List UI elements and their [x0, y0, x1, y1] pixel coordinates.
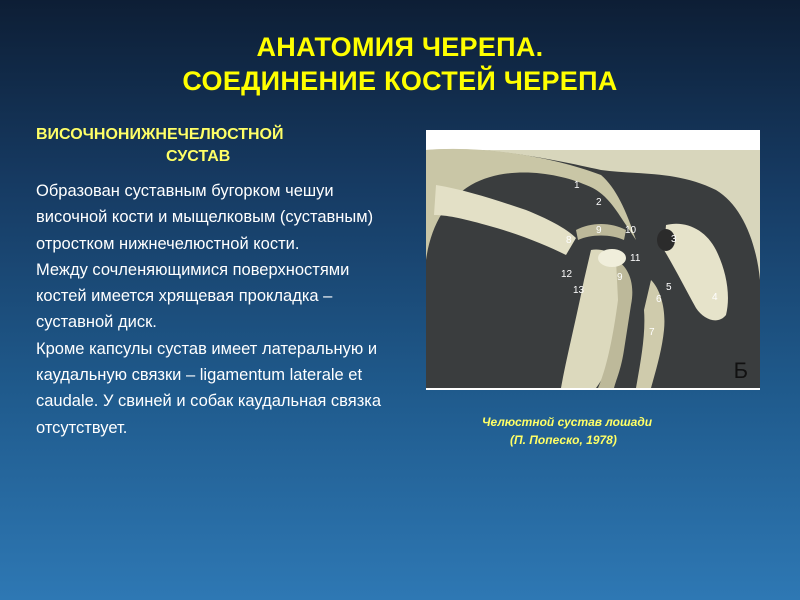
figure-label: 9	[596, 225, 602, 236]
title-line-2: СОЕДИНЕНИЕ КОСТЕЙ ЧЕРЕПА	[182, 66, 618, 96]
figure-label: 1	[574, 180, 580, 191]
figure-letter: Б	[733, 358, 748, 383]
skull-joint-drawing	[426, 130, 760, 390]
figure-label: 9	[617, 272, 623, 283]
paragraph-2: Между сочленяющимися поверхностями костей имеется хрящевая прокладка – суставной диск.	[36, 260, 350, 332]
slide-title	[0, 30, 800, 98]
figure-label: 4	[712, 292, 718, 303]
figure-label: 12	[561, 269, 573, 280]
title-line-1: АНАТОМИЯ ЧЕРЕПА.	[256, 32, 544, 62]
figure-label: 13	[573, 285, 585, 296]
figure-label: 3	[671, 234, 677, 245]
figure-label: 7	[649, 327, 655, 338]
caption-line-1: Челюстной сустав лошади	[482, 415, 653, 429]
joint-illustration	[426, 130, 760, 390]
heading-line-2: СУСТАВ	[166, 148, 231, 165]
figure-caption	[460, 413, 720, 449]
figure-label: 10	[625, 225, 637, 236]
paragraph-3: Кроме капсулы сустав имеет латеральную и каудальную связки – ligamentum laterale et caudale. У свиней и собак каудальная связка отсутствует.	[36, 339, 382, 437]
figure-label: 5	[666, 282, 672, 293]
body-text	[36, 178, 386, 441]
section-heading	[36, 124, 386, 168]
heading-line-1: ВИСОЧНОНИЖНЕЧЕЛЮСТНОЙ	[36, 126, 284, 143]
figure-label: 2	[596, 197, 602, 208]
figure-label: 11	[630, 253, 641, 264]
caption-line-2: (П. Попеско, 1978)	[510, 433, 617, 447]
paragraph-1: Образован суставным бугорком чешуи височной кости и мыщелковым (суставным) отростком нижнечелюстной кости.	[36, 182, 374, 253]
figure-label: 8	[566, 235, 572, 246]
figure-label: 6	[656, 294, 662, 305]
